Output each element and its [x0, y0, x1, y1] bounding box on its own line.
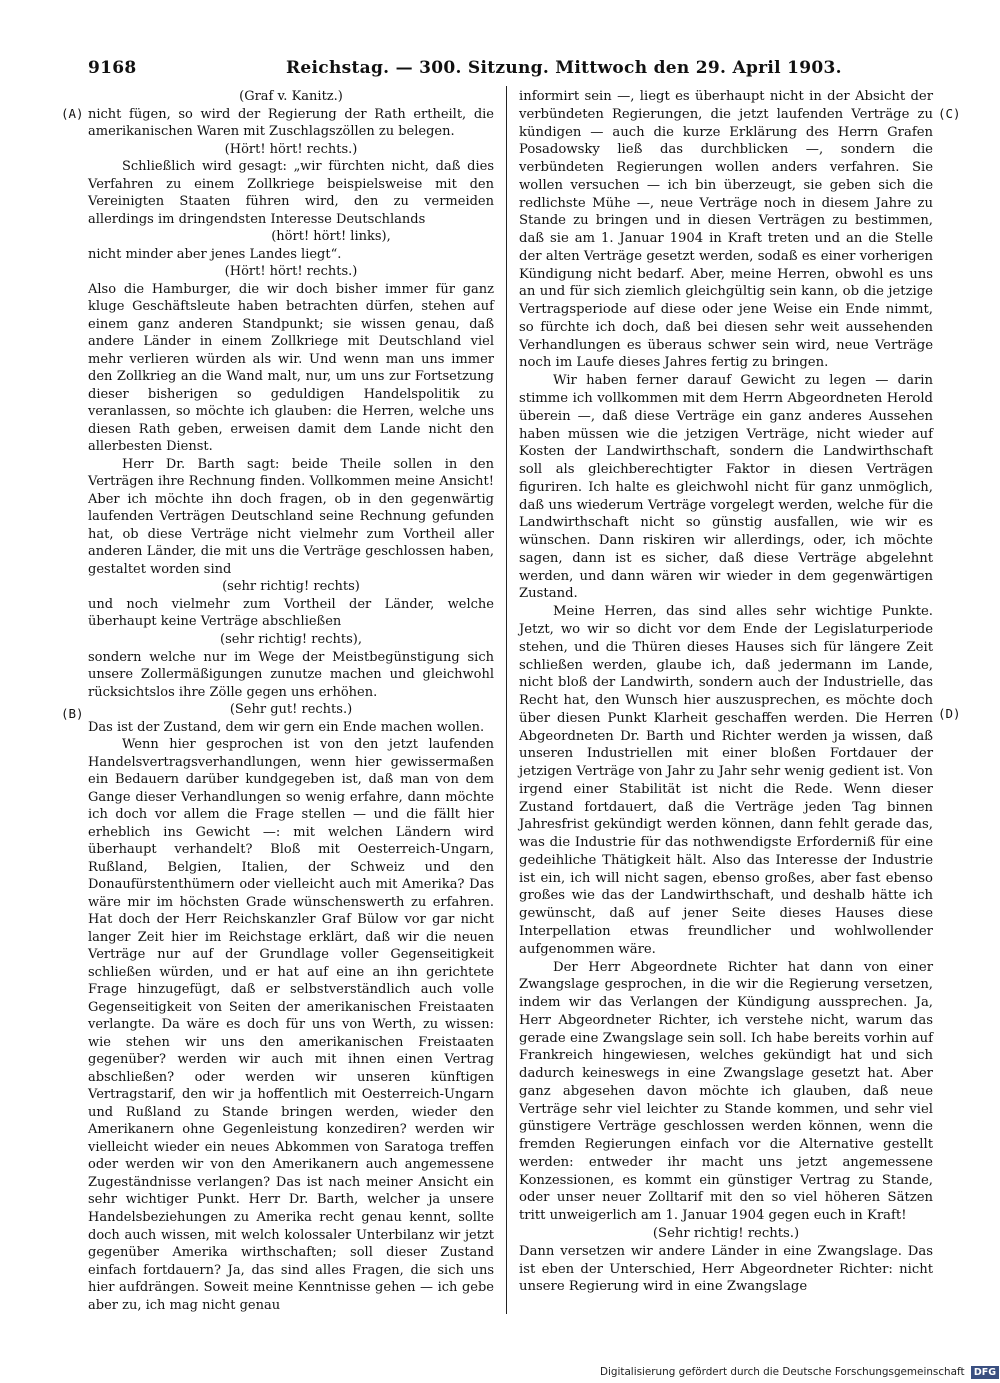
- margin-mark-d: (D): [938, 706, 961, 721]
- paragraph: Wir haben ferner darauf Gewicht zu legen — darin stimme ich vollkommen mit dem Herrn Abgeordneten Herold überein —, daß diese Verträge ein ganz anderes Aussehen haben müssen wie die jetzigen Verträge, nicht wieder auf Kosten der Landwirthschaft, sondern die Landwirthschaft soll als gleichberechtigter Faktor in diesen Verträgen figuriren. Ich halte es gleichwohl nicht für ganz unmöglich, daß uns wiederum Verträge vorgelegt werden, welche für die Landwirthschaft nicht so günstig ausfallen, wie wir es wünschen. Dann riskiren wir allerdings, oder, ich möchte sagen, dann ist es sicher, daß diese Verträge abgelehnt werden, und dann wären wir wieder in dem gegenwärtigen Zustand.: [519, 373, 933, 602]
- left-column: [88, 88, 494, 1314]
- column-divider: [506, 86, 507, 1314]
- paragraph: informirt sein —, liegt es überhaupt nicht in der Absicht der verbündeten Regierungen, die jetzt laufenden Verträge zu kündigen — auch die kurze Erklärung des Herrn Grafen Posadowsky ließ das durchblicken —, sondern die verbündeten Regierungen wollen anders verfahren. Sie wollen versuchen — ich bin überzeugt, sie geben sich die redlichste Mühe —, neue Verträge noch in diesem Jahre zu Stande zu bringen und in diesen Verträgen zu bestimmen, daß sie am 1. Januar 1904 in Kraft treten und an die Stelle der alten Verträge gesetzt werden, sodaß es einer vorherigen Kündigung nicht bedarf. Aber, meine Herren, obwohl es uns an und für sich ziemlich gleichgültig sein kann, ob die jetzige Vertragsperiode auf diese oder jene Weise ein Ende nimmt, so fürchte ich doch, daß bei diesen sehr weit aussehenden Verhandlungen es überaus schwer sein wird, neue Verträge noch im Laufe dieses Jahres fertig zu bringen.: [519, 89, 933, 371]
- running-title: Reichstag. — 300. Sitzung. Mittwoch den 29. April 1903.: [286, 58, 842, 78]
- paragraph: Der Herr Abgeordnete Richter hat dann von einer Zwangslage gesprochen, in die wir die Regierung versetzen, indem wir das Verlangen der Kündigung aussprechen. Ja, Herr Abgeordneter Richter, ich verstehe nicht, warum das gerade eine Zwangslage sein soll. Ich habe bereits vorhin auf Frankreich hingewiesen, welches gekündigt hat und sich dadurch keineswegs in eine Zwangslage gesetzt hat. Aber ganz abgesehen davon möchte ich glauben, daß neue Verträge sehr viel leichter zu Stande kommen, und sehr viel günstigere Verträge geschlossen werden können, wenn die fremden Regierungen einfach vor die Alternative gestellt werden: entweder ihr macht uns jetzt angemessene Konzessionen, es kommt ein günstiger Vertrag zu Stande, oder unser neuer Zolltarif mit den so viel höheren Sätzen tritt unweigerlich am 1. Januar 1904 gegen euch in Kraft!: [519, 959, 933, 1224]
- interjection: (Hört! hört! rechts.): [224, 264, 358, 280]
- dfg-logo: DFG: [971, 1366, 999, 1379]
- margin-mark-c: (C): [938, 106, 961, 121]
- interjection: (hört! hört! links),: [271, 229, 391, 245]
- margin-mark-b: (B): [61, 706, 84, 721]
- paragraph: Das ist der Zustand, dem wir gern ein Ende machen wollen.: [88, 719, 485, 735]
- interjection: (sehr richtig! rechts): [222, 579, 360, 595]
- paragraph: nicht minder aber jenes Landes liegt“.: [88, 246, 342, 262]
- interjection: (Hört! hört! rechts.): [224, 141, 358, 157]
- interjection: (Sehr richtig! rechts.): [652, 1226, 800, 1241]
- paragraph: Dann versetzen wir andere Länder in eine Zwangslage. Das ist eben der Unterschied, Herr Abgeordneter Richter: nicht unsere Regierung wird in eine Zwangslage: [519, 1243, 933, 1295]
- footer-text: Digitalisierung gefördert durch die Deutsche Forschungsgemeinschaft: [600, 1366, 965, 1378]
- right-column: [519, 88, 933, 1296]
- page-header: [88, 58, 940, 82]
- paragraph: Herr Dr. Barth sagt: beide Theile sollen in den Verträgen ihre Rechnung finden. Vollkommen meine Ansicht! Aber ich möchte ihn doch fragen, ob in den gegenwärtig laufenden Verträgen Deutschland seine Rechnung gefunden hat, ob diese Verträge nicht vielmehr zum Vortheil aller anderen Länder, die mit uns die Verträge geschlossen haben, gestaltet worden sind: [88, 456, 494, 577]
- paragraph: Schließlich wird gesagt: „wir fürchten nicht, daß dies Verfahren zu einem Zollkriege beispielsweise mit den Vereinigten Staaten führen wird, den zu vermeiden allerdings im dringendsten Interesse Deutschlands: [88, 159, 494, 227]
- paragraph: Wenn hier gesprochen ist von den jetzt laufenden Handelsvertragsverhandlungen, wenn hier gewissermaßen ein Bedauern darüber kundgegeben ist, daß man von dem Gange dieser Verhandlungen so wenig erfahre, dann möchte ich doch vor allem die Frage stellen — und die fällt hier erheblich ins Gewicht —: mit welchen Ländern wird überhaupt verhandelt? Bloß mit Oesterreich-Ungarn, Rußland, Belgien, Italien, der Schweiz und den Donaufürstenthümern oder vielleicht auch mit Amerika? Das wäre mir im höchsten Grade wünschenswerth zu erfahren. Hat doch der Herr Reichskanzler Graf Bülow vor gar nicht langer Zeit hier im Reichstage erklärt, daß wir die neuen Verträge nur auf der Grundlage voller Gegenseitigkeit schließen würden, und er hat auf eine an ihn gerichtete Frage hinzugefügt, daß er selbstverständlich auch volle Gegenseitigkeit von Seiten der amerikanischen Freistaaten verlangte. Da wäre es doch für uns von Werth, zu wissen: wie stehen wir uns den amerikanischen Freistaaten gegenüber? werden wir auch mit ihnen einen Vertrag abschließen? oder werden wir unseren künftigen Vertragstarif, den wir ja hoffentlich mit Oesterreich-Ungarn und Rußland zu Stande bringen werden, wieder den Amerikanern ohne Gegenleistung konzediren? werden wir vielleicht wieder ein neues Abkommen von Saratoga treffen oder werden wir von den Amerikanern auch angemessene Zugeständnisse verlangen? Das ist nach meiner Ansicht ein sehr wichtiger Punkt. Herr Dr. Barth, welcher ja unsere Handelsbeziehungen zu Amerika recht genau kennt, sollte doch auch wissen, mit welch kolossaler Unterbilanz wir jetzt gegenüber Amerika wirthschaften; soll dieser Zustand einfach fortdauern? Ja, das sind alles Fragen, die sich uns hier aufdrängen. Soweit meine Kenntnisse gehen — ich gebe aber zu, ich mag nicht genau: [88, 737, 494, 1313]
- paragraph: Also die Hamburger, die wir doch bisher immer für ganz kluge Geschäftsleute haben betrachten dürfen, stehen auf einem ganz anderen Standpunkt; sie wissen genau, daß andere Länder in einem Zollkriege mit Deutschland viel mehr verlieren würden als wir. Und wenn man uns immer den Zollkrieg an die Wand malt, nur, um uns zur Fortsetzung dieser bisherigen so geduldigen Handelspolitik zu veranlassen, so möchte ich glauben: die Herren, welche uns diesen Rath geben, erweisen damit dem Lande nicht den allerbesten Dienst.: [88, 281, 494, 455]
- paragraph: nicht fügen, so wird der Regierung der Rath ertheilt, die amerikanischen Waren mit Zuschlagszöllen zu belegen.: [88, 106, 494, 140]
- interjection: (Sehr gut! rechts.): [229, 702, 353, 718]
- footer-credit: [600, 1366, 997, 1380]
- margin-mark-a: (A): [61, 106, 84, 121]
- paragraph: Meine Herren, das sind alles sehr wichtige Punkte. Jetzt, wo wir so dicht vor dem Ende der Legislaturperiode stehen, und die Thüren dieses Hauses sich für längere Zeit schließen werden, glaube ich, daß jedermann im Lande, nicht bloß der Landwirth, sondern auch der Industrielle, das Recht hat, den Wunsch hier auszusprechen, es möchte doch über diesen Punkt Klarheit geschaffen werden. Die Herren Abgeordneten Dr. Barth und Richter werden ja wissen, daß unseren Industriellen mit einer bloßen Fortdauer der jetzigen Verträge von Jahr zu Jahr sehr wenig gedient ist. Von irgend einer Stabilität ist nicht die Rede. Wenn dieser Zustand fortdauert, daß die Verträge jeden Tag binnen Jahresfrist gekündigt werden können, dann fehlt gerade das, was die Industrie für das nothwendigste Erforderniß für eine gedeihliche Thätigkeit hält. Also das Interesse der Industrie ist ein, ich will nicht sagen, ebenso großes, aber fast ebenso großes wie das der Landwirthschaft, und deshalb hätte ich gewünscht, daß auf jener Seite dieses Hauses diese Interpellation etwas freundlicher und wohlwollender aufgenommen wäre.: [519, 604, 933, 957]
- paragraph: und noch vielmehr zum Vortheil der Länder, welche überhaupt keine Verträge abschließen: [88, 596, 494, 630]
- interjection: (Graf v. Kanitz.): [239, 89, 343, 104]
- interjection: (sehr richtig! rechts),: [220, 631, 362, 647]
- paragraph: sondern welche nur im Wege der Meistbegünstigung sich unsere Zollermäßigungen zunutze machen und gleichwohl rücksichtslos ihre Zölle gegen uns erhöhen.: [88, 649, 494, 700]
- page-number: 9168: [88, 58, 137, 78]
